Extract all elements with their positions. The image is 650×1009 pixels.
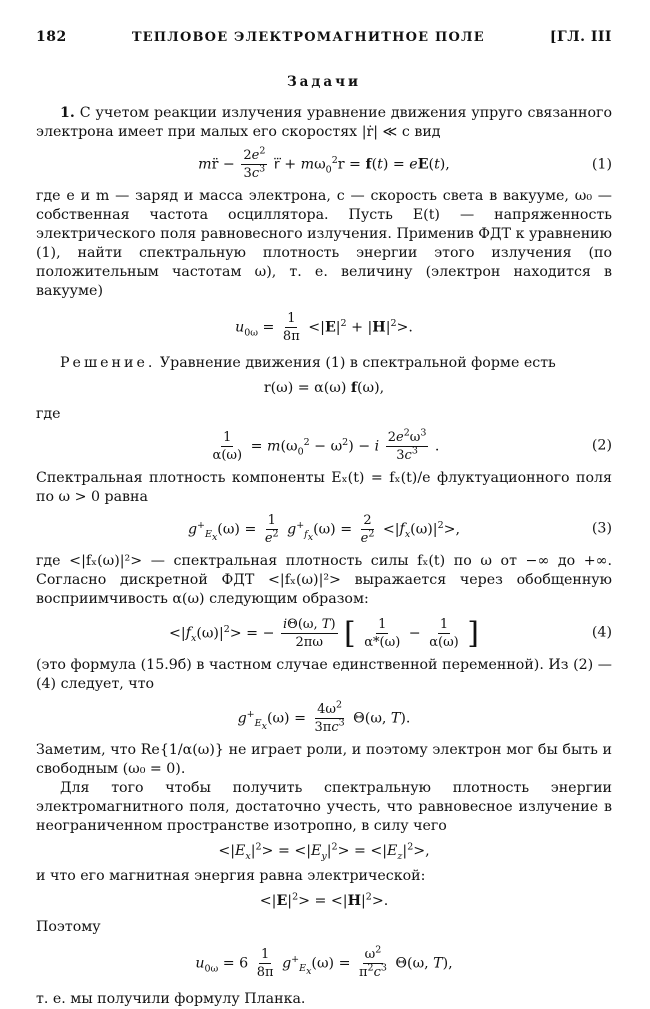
equation-2-number: (2) [591,437,612,454]
problem-intro [36,104,612,142]
where-label: где [36,405,61,422]
magnetic-equation-body: $<|E|^2> = <|H|^2>$. [259,891,389,909]
planck-equation-body: $u_{0\omega} = 6$ $\frac{1}{8\pi}$ $g^+_{E_x}(\omega)$ = $\frac{\omega^2}{\pi^2c^3}$ Θ(ω, T), [195,944,453,980]
magnetic-text: и что его магнитная энергия равна электрической: [36,868,426,884]
result-equation [36,699,612,735]
spectral-motion-body: r(ω) = α(ω) f(ω), [263,380,385,396]
running-title: ТЕПЛОВОЕ ЭЛЕКТРОМАГНИТНОЕ ПОЛЕ [131,30,485,45]
remark-text: Заметим, что Re{1/α(ω)} не играет роли, и поэтому электрон мог бы быть и свободным (ω₀ = 0). [36,741,612,777]
conclusion-text: т. е. мы получили формулу Планка. [36,990,306,1007]
solution-intro [36,354,612,373]
problem-after-eq1: где e и m — заряд и масса электрона, c — скорость света в вакууме, ω₀ — собственная частота осциллятора. Пусть E(t) — напряженность электрического поля равновесного излучения. Применив ФДТ к уравнению (1), найти спектральную плотность энергии этого излучения (по положительным частотам ω), т. е. величину (электрон находится в вакууме) [36,188,612,299]
equation-3-number: (3) [591,520,612,537]
spectral-motion-equation [36,379,612,399]
isotropy-equation [36,842,612,862]
equation-2-body: $\frac{1}{\alpha(\omega)}$ = $m(\omega_0^2 - \omega^2) - i$ $\frac{2e^2\omega^3}{3c^3}$ . [212,427,440,463]
spectral-density-text: Спектральная плотность компоненты Eₓ(t) = fₓ(t)/e флуктуационного поля по ω > 0 равна [36,469,612,505]
solution-label: Решение. [60,355,156,371]
therefore-text: Поэтому [36,918,101,935]
problem-intro-text: С учетом реакции излучения уравнение движения упруго связанного электрона имеет при малых его скоростях |ṙ| ≪ c вид [36,105,613,140]
magnetic-equation [36,892,612,912]
equation-1-body: mr̈ − $\frac{2e^2}{3c^3}$ r⃛ + $m\omega_0^2r = f(t) = eE(t)$, [198,145,450,181]
equation-3 [36,513,612,546]
problem-number: 1. [60,105,75,121]
running-header [36,28,612,47]
equation-3-body: $g^+_{E_x}(\omega)$ = $\frac{1}{e^2}$ $g^+_{f_x}(\omega)$ = $\frac{2}{e^2}$ $<|f_x(\omega)|^2>$, [187,512,461,546]
energy-density-body: $u_{0\omega}$ = $\frac{1}{8\pi}$ $<|E|^2 + |H|^2>$. [235,311,413,344]
section-title: Задачи [286,74,362,90]
result-equation-body: $g^+_{E_x}(\omega)$ = $\frac{4\omega^2}{3\pi c^3}$ Θ(ω, T). [237,699,411,735]
equation-1-number: (1) [591,156,612,172]
chapter-label: [ГЛ. III [549,29,612,45]
planck-equation [36,944,612,980]
energy-density-equation [36,311,612,344]
equation-4-number: (4) [591,624,612,641]
page-number: 182 [36,29,67,45]
isotropy-equation-body: $<|E_x|^2> = <|E_y|^2> = <|E_z|^2>$, [218,840,430,862]
equation-4 [36,617,612,650]
equation-2 [36,427,612,463]
isotropy-text: Для того чтобы получить спектральную плотность энергии электромагнитного поля, достаточно учесть, что равновесное излучение в неограниченном пространстве изотропно, в силу чего [36,779,612,834]
equation-4-body: $<|f_x(\omega)|^2>$ = − $\frac{i\Theta(\omega, T)}{2\pi\omega}$ [ $\frac{1}{\alpha*(\omega)}$ − $\frac{1}{\alpha(\omega)}$ ] [169,615,479,651]
equation-1 [36,145,612,181]
solution-intro-text: Уравнение движения (1) в спектральной форме есть [159,355,556,371]
after-eq4-text: (это формула (15.9б) в частном случае единственной переменной). Из (2) — (4) следует, что [36,656,612,692]
after-eq3-text: где <|fₓ(ω)|²> — спектральная плотность силы fₓ(t) по ω от −∞ до +∞. Согласно дискретной ФДТ <|fₓ(ω)|²> выражается через обобщенную восприимчивость α(ω) следующим образом: [36,552,612,607]
